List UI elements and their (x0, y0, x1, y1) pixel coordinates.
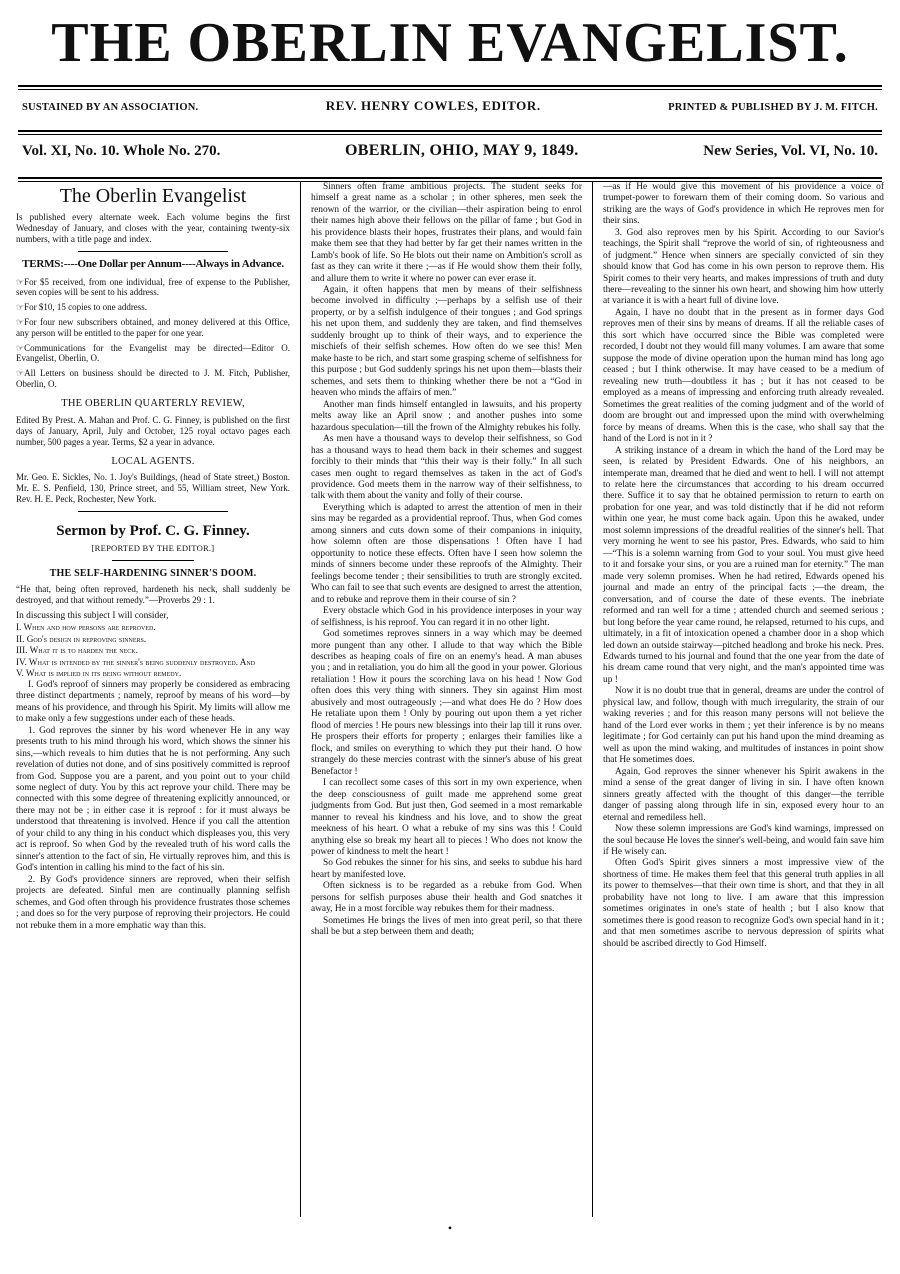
sermon-reporter-note: [REPORTED BY THE EDITOR.] (91, 542, 215, 553)
body-paragraph: God sometimes reproves sinners in a way which may be deemed more pungent than any other. I allude to that way which the Bible describes as heaping coals of fire on an enemy's head. A man abuses you ; and in retaliation, you do him all the good in your power. Glorious retaliation ! How it pours the scorching lava on his head ! Now God often does this very thing with sinners. They sin against Him most abusively and most outrageously ;—and what does He do ? How does He retaliate upon them ! Only by pouring out upon them a yet richer flood of mercies ! He pours new blessings into their lap till it runs over. He prospers their efforts for property ; enlarges their families like a flock, and smiles on everything to which they put their hand. O how strangely do these mercies contrast with the sinner's abuse of his great Benefactor ! (311, 629, 582, 777)
sermon-epigraph: “He that, being often reproved, hardeneth his neck, shall suddenly be destroyed, and that without remedy.”—Proverbs 29 : 1. (16, 584, 290, 606)
pointing-hand-icon: ☞ (16, 276, 25, 287)
body-paragraph: Everything which is adapted to arrest the attention of men in their sins may be regarded as a providential reproof. Thus, when God comes among sinners and cuts down some of their companions in iniquity, how solemn often are those dispensations ! Often have I had opportunity to notice these effects. Often have I seen how solemn the minds of sinners become under these reproofs of the Almighty. Their feelings become tender ; their sensibilities to truth are strongly excited. Who can fail to see that such events are designed to arrest the attention, and to rebuke and reprove them in their course of sin ? (311, 502, 582, 605)
column-one (16, 182, 300, 1217)
column-two (300, 182, 592, 1217)
local-agents-heading: LOCAL AGENTS. (111, 455, 195, 467)
body-paragraph: A striking instance of a dream in which the hand of the Lord may be seen, is related by President Edwards. One of his neighbors, an intemperate man, dreamed that he died and went to hell. I will not attempt to relate here the circumstances that according to his dream occurred there. Suffice it to say that he obtained permission to return to earth on probation for one year, and was told distinctly that if he did not reform within one year, he must come back again. Upon this he awaked, under most solemn impressions of the dreadful realities of the sinner's hell. That very morning he went to see his pastor, Pres. Edwards, who said to him—“This is a solemn warning from God to your soul. You must give heed to it and forsake your sins, or you are a ruined man for eternity.” The man made very solemn promises. When he had retired, Edwards opened his journal and made an entry of the principal facts ;—the dream, the conversation, and of course the date of these events. The inebriate reformed and ran well for a time ; attended church and seemed serious ; but long before the year came round, he relapsed, returned to his cups, and ultimately, in a fit of intoxication opened a chamber door in a shop which led down an outside stairway—pitched headlong and broke his neck. Pres. Edwards turned to his journal and found that the one year from the date of his dream came round that very night, and the man's appointed time was up ! (603, 445, 884, 685)
body-paragraph: Often God's Spirit gives sinners a most impressive view of the shortness of time. He makes them feel that this general truth applies in all its power to themselves—that their own time is short, and that they in all probability have not long to live. I am aware that this impression sometimes originates in one's state of health ; but I also know that sometimes there is good reason to recognize God's own special hand in it ; and that men sometimes ascribe to nervous depression of spirits what should be ascribed directly to God Himself. (603, 858, 884, 949)
credits-rule-thick (18, 130, 882, 132)
paper-name-heading: The Oberlin Evangelist (59, 184, 247, 207)
pointing-hand-icon: ☞ (16, 342, 25, 353)
terms-item-text: All Letters on business should be directed to J. M. Fitch, Publisher, Oberlin, O. (16, 368, 290, 390)
body-paragraph: Again, God reproves the sinner whenever his Spirit awakens in the mind a sense of the great danger of living in sin. I have often known sinners greatly affected with the thought of this danger—the terrible danger of passing along through life in sin, exposed every hour to an eternal and remediless hell. (603, 766, 884, 823)
credit-publisher: PRINTED & PUBLISHED BY J. M. FITCH. (668, 101, 878, 113)
pointing-hand-icon: ☞ (16, 302, 25, 313)
col1-divider-2 (78, 511, 229, 512)
issue-line (0, 135, 900, 167)
sermon-outline-item: II. God's design in reproving sinners. (16, 633, 147, 644)
body-paragraph: So God rebukes the sinner for his sins, and seeks to subdue his hard heart by manifested love. (311, 858, 582, 880)
issue-rule-thick (18, 177, 882, 179)
terms-item-text: For $10, 15 copies to one address. (24, 302, 148, 313)
terms-item (16, 343, 290, 365)
body-paragraph: Another man finds himself entangled in lawsuits, and his property melts away like an April snow ; and another pushes into some hazardous speculation—till the frown of the Almighty rebukes his folly. (311, 399, 582, 433)
local-agents-body: Mr. Geo. E. Sickles, No. 1. Joy's Buildings, (head of State street,) Boston. Mr. E. S. Penfield, 130, Prince street, and 55, William street, New York. Rev. H. E. Peck, Rochester, New York. (16, 472, 290, 505)
credits-bar (0, 90, 900, 120)
quarterly-review-body: Edited By Prest. A. Mahan and Prof. C. G. Finney, is published on the first days of January, April, July and October, 125 royal octavo pages each number, 500 pages a year. Terms, $2 a year in advance. (16, 414, 290, 447)
body-paragraph: 3. God also reproves men by his Spirit. According to our Savior's teachings, the Spirit shall “reprove the world of sin, of righteousness and of judgment.” Hence when sinners are specially convicted of sin they should know that God has come in his own person to reprove them. His Spirit comes to their very hearts, and makes impressions of truth and duty there—revealing to the sinner his own heart, and showing him how utterly at variance it is with a heart full of divine love. (603, 227, 884, 307)
terms-item (16, 368, 290, 390)
body-paragraph: Sometimes He brings the lives of men into great peril, so that there shall be but a step between them and death; (311, 915, 582, 938)
body-paragraph: Again, I have no doubt that in the present as in former days God reproves men of their sins by means of dreams. If all the reliable cases of this sort which have occurred since the Bible was completed were recorded, I doubt not they would fill many volumes. I am aware that some suppose the mode of divine operation upon the human mind has long ago ceased ; but I think otherwise. It may have ceased to be a medium of revealing new truth—doubtless it has ; but it has not ceased to be employed as a means of impressing and enforcing truth already revealed. Sometimes the great realities of the coming judgment and of the world of doom are brought out and impressed upon the mind with overwhelming force by means of dreams. When this is the case, who shall say that the hand of the Lord is not in it ? (603, 307, 884, 445)
terms-heading: TERMS:----One Dollar per Annum----Always in Advance. (22, 258, 284, 271)
terms-item (16, 277, 290, 299)
terms-item-text: For $5 received, from one individual, free of expense to the Publisher, seven copies will be sent to his address. (16, 276, 290, 298)
terms-item (16, 302, 290, 313)
terms-item (16, 317, 290, 339)
body-paragraph: Every obstacle which God in his providence interposes in your way of selfishness, is his reproof. You can regard it in no other light. (311, 606, 582, 628)
body-paragraph: Now these solemn impressions are God's kind warnings, impressed on the soul because He loves the sinner's well-being, and would fain save him if He wisely can. (603, 824, 884, 857)
body-paragraph: Now it is no doubt true that in general, dreams are under the control of physical law, and follow, though with much irregularity, the strain of our waking reveries ; and for this reason many persons will not believe the hand of the Lord ever works in them ; yet their inference is by no means legitimate ; for God certainly can put his hand upon the mind dreaming as well as upon the mind waking, and multitudes of instances in point show that He sometimes does. (603, 686, 884, 766)
sermon-subject-heading: THE SELF-HARDENING SINNER'S DOOM. (49, 568, 257, 580)
body-paragraph: Sinners often frame ambitious projects. The student seeks for himself a great name as a scholar ; in other spheres, men seek the renown of the warrior, or the civilian—their aspiration being to enrol their names high above their fellows on the pillar of fame ; but God in his providence blasts their hopes, frustrates their plans, and would fain make them see that they had better by far get their names written in the Lamb's book of life. So He blots out their name on Ambition's scroll as fast as they can write it there ;—as if He would show them their folly, and allure them to write it where no power can ever erase it. (311, 181, 582, 284)
body-paragraph: —as if He would give this movement of his providence a voice of trumpet-power to forewarn them of their coming doom. So various and striking are the ways of God's providence in which He reproves men for their sins. (603, 181, 884, 227)
col1-divider-3 (112, 560, 194, 561)
pointing-hand-icon: ☞ (16, 317, 25, 328)
body-paragraph: Often sickness is to be regarded as a rebuke from God. When persons for selfish purposes abuse their health and God snatches it away, He in a most forcible way rebukes them for their madness. (311, 881, 582, 915)
terms-item-text: Communications for the Evangelist may be directed—Editor O. Evangelist, Oberlin, O. (16, 342, 290, 364)
sermon-title: Sermon by Prof. C. G. Finney. (56, 523, 250, 540)
credit-editor: REV. HENRY COWLES, EDITOR. (325, 97, 541, 113)
sermon-paragraph: I. God's reproof of sinners may properly be considered as embracing three distinct departments ; namely, reproof by means of his word—by means of his providence, and through his Spirit. My limits will allow me to make only a few suggestions under each of these heads. (16, 679, 290, 725)
paper-masthead-title: THE OBERLIN EVANGELIST. (51, 12, 849, 74)
issue-volume: Vol. XI, No. 10. Whole No. 270. (22, 142, 221, 159)
column-layout (0, 182, 900, 1217)
sermon-outline-item: I. When and how persons are reproved. (16, 622, 156, 633)
sermon-outline-item: IV. What is intended by the sinner's being suddenly destroyed. And (16, 656, 256, 667)
page-foot-mark: • (447, 1220, 453, 1235)
column-three (592, 182, 884, 1217)
credit-association: SUSTAINED BY AN ASSOCIATION. (22, 101, 199, 113)
sermon-paragraph: 2. By God's providence sinners are reproved, when their selfish projects are defeated. Sinful men are continually planning selfish schemes, and God often through his providence frustrates those schemes ; and does so for the very purpose of reproving their projectors. He could not rebuke them in a more emphatic way than this. (16, 874, 290, 931)
body-paragraph: Again, it often happens that men by means of their selfishness become involved in difficulty ;—perhaps by a selfish use of their property, or by a selfish indulgence of their tongues ; and God springs his net upon them, and suddenly they are taken, and find themselves suddenly brought up to think of their ways, and to experience the mischiefs of their selfish schemes. How often do we see this! Men make haste to be rich, and start some grasping scheme of selfishness for this purpose ; but God suddenly springs his net upon them—blasts their schemes, and sets them to thinking whether there be not a “God in heaven who minds the affairs of men.” (311, 285, 582, 399)
sermon-discussion-intro: In discussing this subject I will consider, (16, 610, 169, 621)
quarterly-review-heading: THE OBERLIN QUARTERLY REVIEW, (61, 397, 245, 409)
issue-place-date: OBERLIN, OHIO, MAY 9, 1849. (345, 141, 579, 159)
masthead (0, 0, 900, 75)
body-paragraph: As men have a thousand ways to develop their selfishness, so God has a thousand ways to head them back in their schemes and suggest forcibly to their minds that “this their way is their folly.” In all such cases men ought to regard themselves as taken in the act of God's providence. God meets them in the narrow way of their selfishness, to talk with them about the vanity and folly of their course. (311, 434, 582, 502)
issue-series: New Series, Vol. VI, No. 10. (703, 142, 878, 159)
terms-item-text: For four new subscribers obtained, and money delivered at this Office, any person will be entitled to the paper for one year. (16, 317, 290, 338)
masthead-rule-thick (18, 85, 882, 87)
col1-divider-1 (78, 251, 229, 252)
sermon-paragraph: 1. God reproves the sinner by his word whenever He in any way presents truth to his mind through his word, which shows the sinner his sins,—which reveals to him duties that he is not performing. Any such revelation of duties not done, and of sins positively committed is reproof from God. Suppose you are a parent, and you point out to your child some neglect of duty. You by this act reprove your child. There may be connected with this some degree of threatening explicitly announced, or there may not be ; in either case it is reproof : for it must always be understood that threatening is involved. Hence if you call the attention of your child to any thing in his conduct which displeases you, this very act is reproof. So when God by the revealed truth of his word calls the sinner's attention to the fact of sin, He virtually reproves him, and this is God's intention in calling his mind to the fact of his sin. (16, 725, 290, 874)
sermon-outline-item: III. What it is to harden the neck. (16, 645, 138, 656)
publication-note: Is published every alternate week. Each volume begins the first Wednesday of January, and closes with the year, containing twenty-six numbers, with a title page and index. (16, 212, 290, 245)
sermon-outline-item: V. What is implied in its being without remedy. (16, 668, 182, 679)
body-paragraph: I can recollect some cases of this sort in my own experience, when the deep consciousness of guilt made me apprehend some great judgments from God. But just then, God seemed in a most remarkable manner to reveal his kindness and his love, and to show the great meekness of his heart. O what a rebuke of my sins was this ! Could anything else so break my heart all to pieces ! Who does not know the power of kindness to melt the heart ! (311, 778, 582, 857)
pointing-hand-icon: ☞ (16, 368, 25, 379)
